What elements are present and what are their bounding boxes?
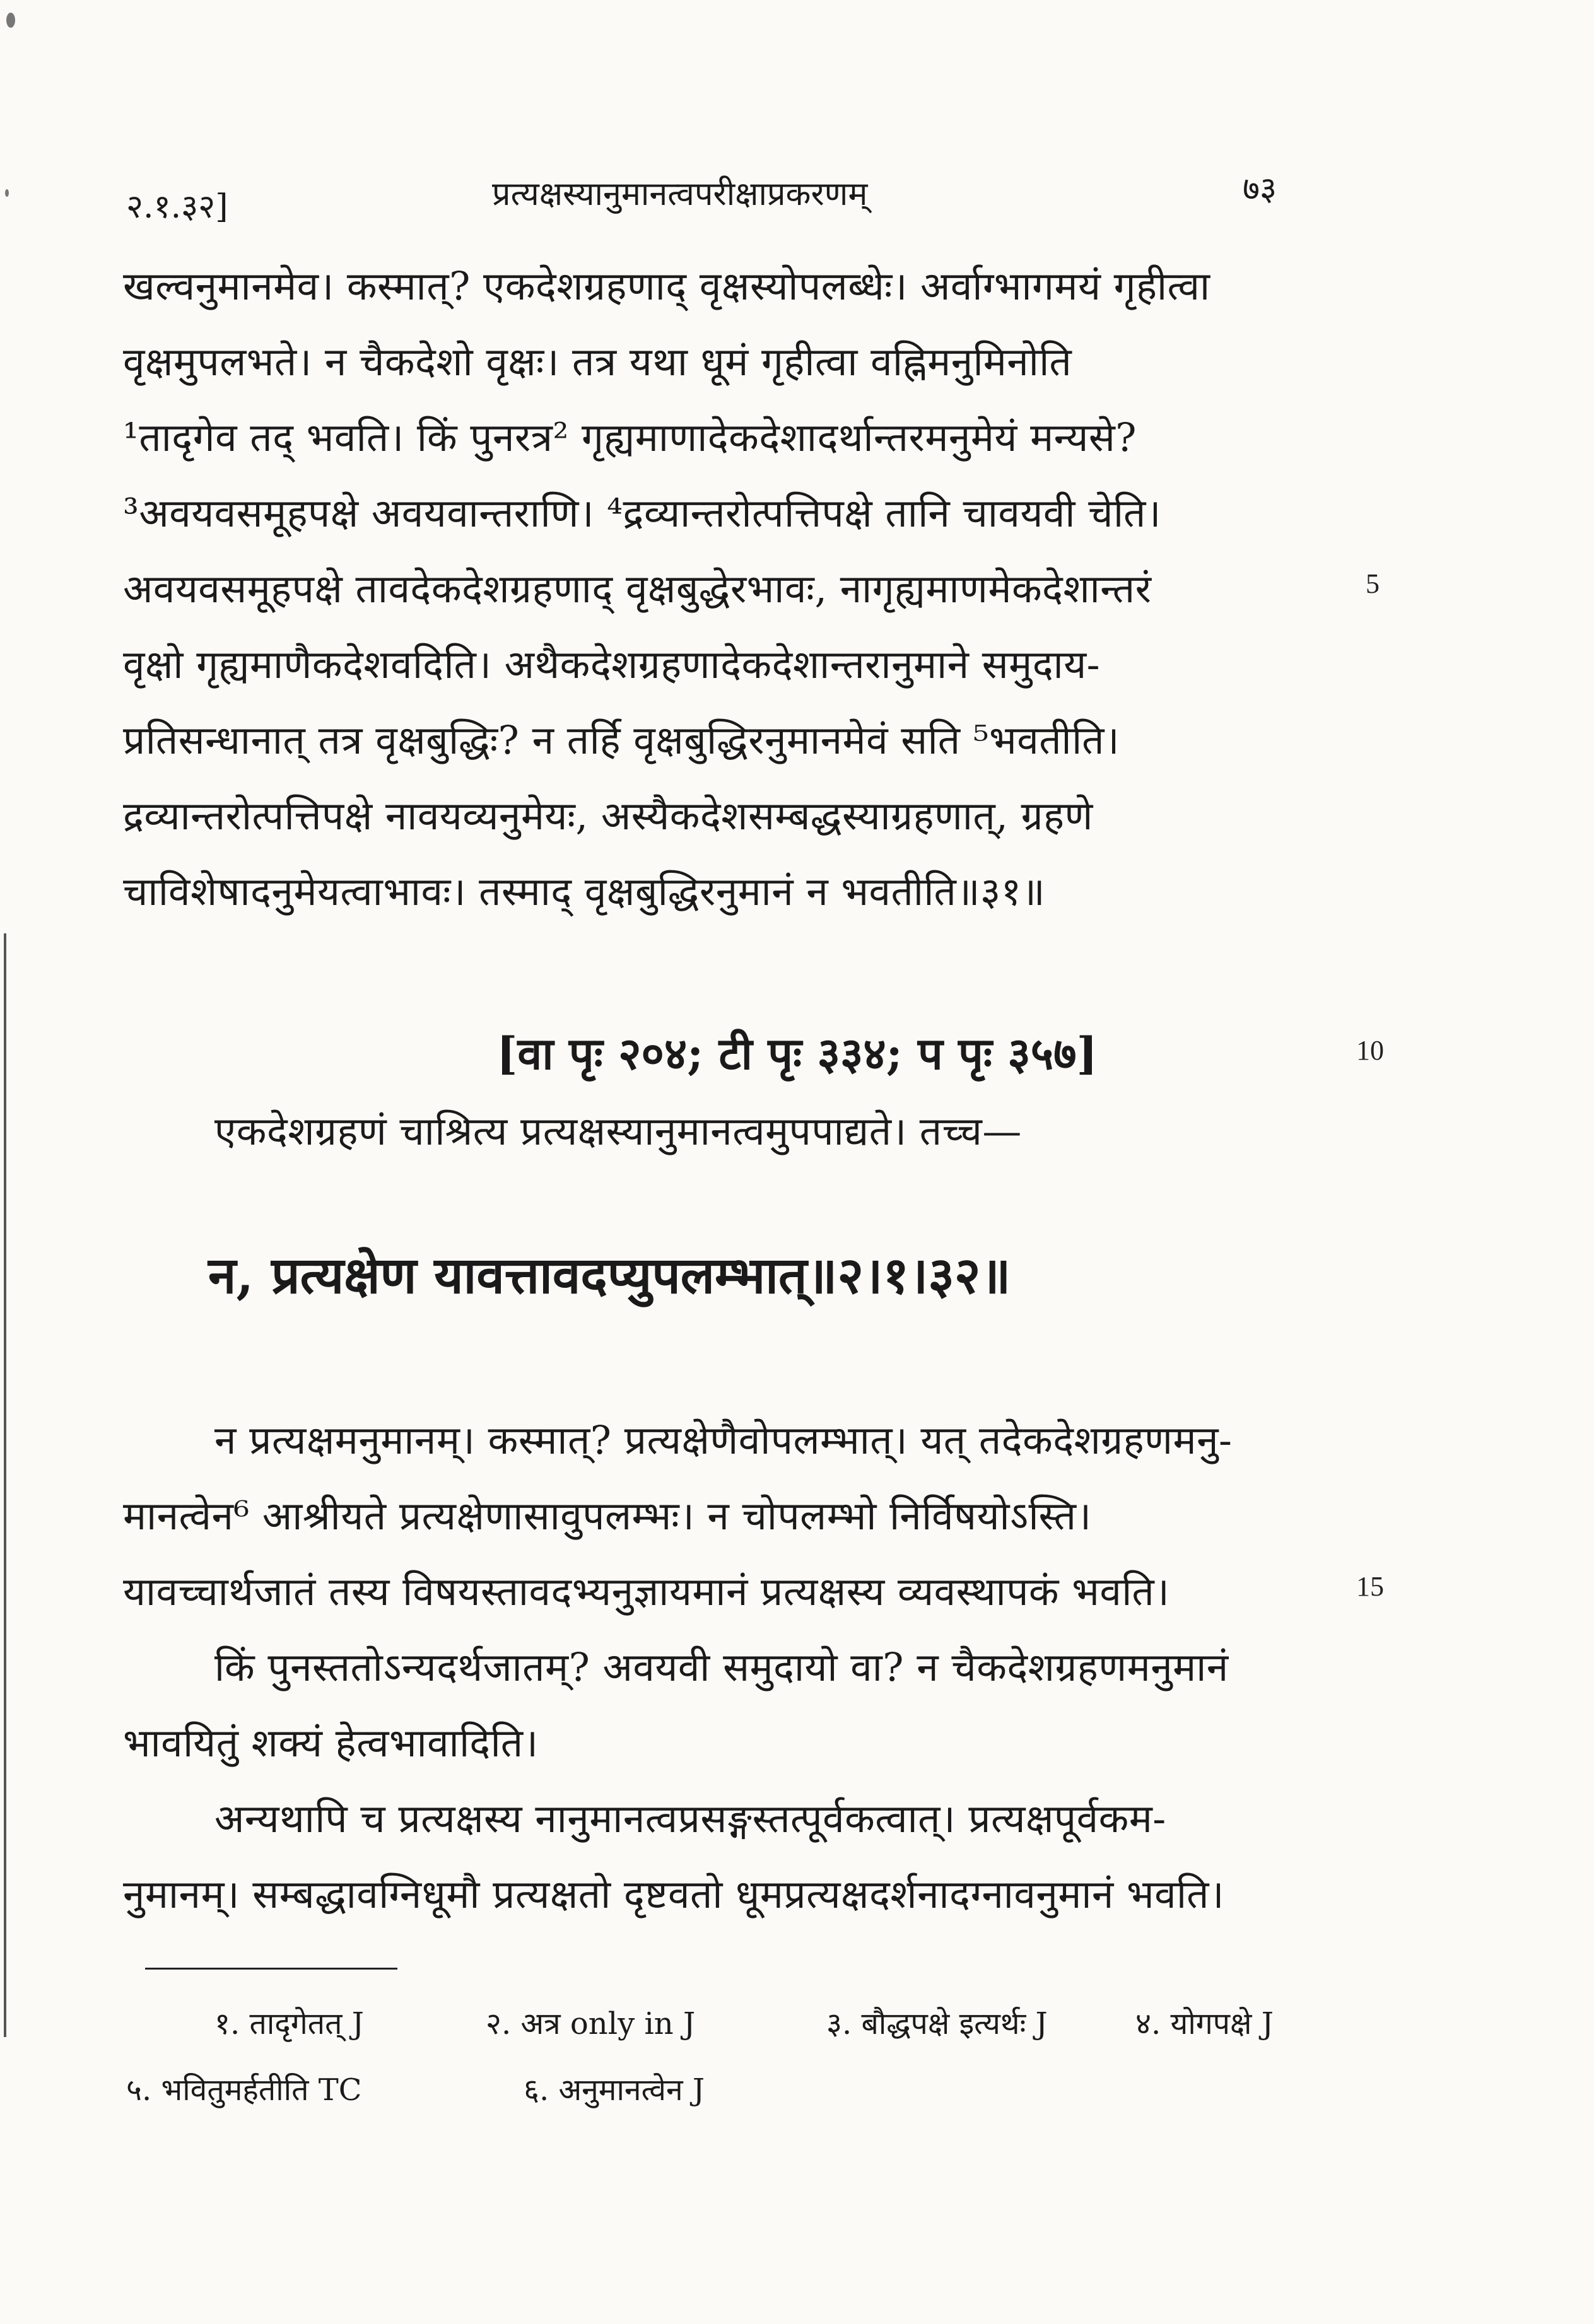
sutra-heading: न, प्रत्यक्षेण यावत्तावदप्युपलम्भात्॥२।१।३२॥: [208, 1246, 1011, 1305]
text-line: मानत्वेन⁶ आश्रीयते प्रत्यक्षेणासावुपलम्भः। न चोपलम्भो निर्विषयोऽस्ति।: [123, 1493, 1092, 1539]
text-line: यावच्चार्थजातं तस्य विषयस्तावदभ्यनुज्ञायमानं प्रत्यक्षस्य व्यवस्थापकं भवति।: [123, 1568, 1170, 1615]
text-line: वृक्षो गृह्यमाणैकदेशवदिति। अथैकदेशग्रहणादेकदेशान्तरानुमाने समुदाय-: [123, 641, 1101, 687]
text-line: चाविशेषादनुमेयत्वाभावः। तस्माद् वृक्षबुद्धिरनुमानं न भवतीति॥३१॥: [123, 868, 1046, 914]
source-reference: [वा पृः २०४; टी पृः ३३४; प पृः ३५७]: [496, 1027, 1098, 1080]
running-header-title: प्रत्यक्षस्यानुमानत्वपरीक्षाप्रकरणम्: [492, 175, 868, 213]
text-line: ¹तादृगेव तद् भवति। किं पुनरत्र² गृह्यमाणादेकदेशादर्थान्तरमनुमेयं मन्यसे?: [123, 414, 1137, 460]
footnote: ३. बौद्धपक्षे इत्यर्थः J: [826, 2006, 1048, 2041]
text-line: किं पुनस्ततोऽन्यदर्थजातम्? अवयवी समुदायो वा? न चैकदेशग्रहणमनुमानं: [214, 1644, 1229, 1690]
footnote-divider: [145, 1968, 397, 1970]
line-number: 15: [1356, 1571, 1384, 1602]
scan-edge-mark: [4, 933, 6, 2037]
footnote: ५. भवितुमर्हतीति TC: [126, 2072, 362, 2108]
text-line: न प्रत्यक्षमनुमानम्। कस्मात्? प्रत्यक्षेणैवोपलम्भात्। यत् तदेकदेशग्रहणमनु-: [214, 1417, 1233, 1463]
text-line: प्रतिसन्धानात् तत्र वृक्षबुद्धिः? न तर्हि वृक्षबुद्धिरनुमानमेवं सति ⁵भवतीति।: [123, 717, 1120, 763]
text-line: भावयितुं शक्यं हेत्वभावादिति।: [123, 1720, 539, 1766]
scan-speck: [5, 189, 9, 197]
footnote: १. तादृगेतत् J: [214, 2006, 364, 2041]
running-header-section: २.१.३२]: [126, 188, 228, 226]
text-line: खल्वनुमानमेव। कस्मात्? एकदेशग्रहणाद् वृक्षस्योपलब्धेः। अर्वाग्भागमयं गृहीत्वा: [123, 263, 1210, 309]
line-number: 5: [1366, 568, 1380, 599]
scan-speck: [6, 13, 15, 28]
page-number: ७३: [1243, 170, 1277, 208]
text-line: नुमानम्। सम्बद्धावग्निधूमौ प्रत्यक्षतो दृष्टवतो धूमप्रत्यक्षदर्शनादग्नावनुमानं भवति।: [123, 1871, 1224, 1917]
text-line: द्रव्यान्तरोत्पत्तिपक्षे नावयव्यनुमेयः, अस्यैकदेशसम्बद्धस्याग्रहणात्, ग्रहणे: [123, 793, 1093, 839]
footnote: ४. योगपक्षे J: [1135, 2006, 1274, 2041]
footnote: ६. अनुमानत्वेन J: [524, 2072, 705, 2108]
line-number: 10: [1356, 1035, 1384, 1066]
text-line: अवयवसमूहपक्षे तावदेकदेशग्रहणाद् वृक्षबुद्धेरभावः, नागृह्यमाणमेकदेशान्तरं: [123, 566, 1152, 612]
text-line: वृक्षमुपलभते। न चैकदेशो वृक्षः। तत्र यथा धूमं गृहीत्वा वह्निमनुमिनोति: [123, 339, 1072, 385]
text-line: ³अवयवसमूहपक्षे अवयवान्तराणि। ⁴द्रव्यान्तरोत्पत्तिपक्षे तानि चावयवी चेति।: [123, 490, 1161, 536]
sutra-intro: एकदेशग्रहणं चाश्रित्य प्रत्यक्षस्यानुमानत्वमुपपाद्यते। तच्च—: [214, 1108, 1022, 1154]
text-line: अन्यथापि च प्रत्यक्षस्य नानुमानत्वप्रसङ्गस्तत्पूर्वकत्वात्। प्रत्यक्षपूर्वकम-: [214, 1796, 1166, 1842]
footnote: २. अत्र only in J: [486, 2006, 696, 2041]
